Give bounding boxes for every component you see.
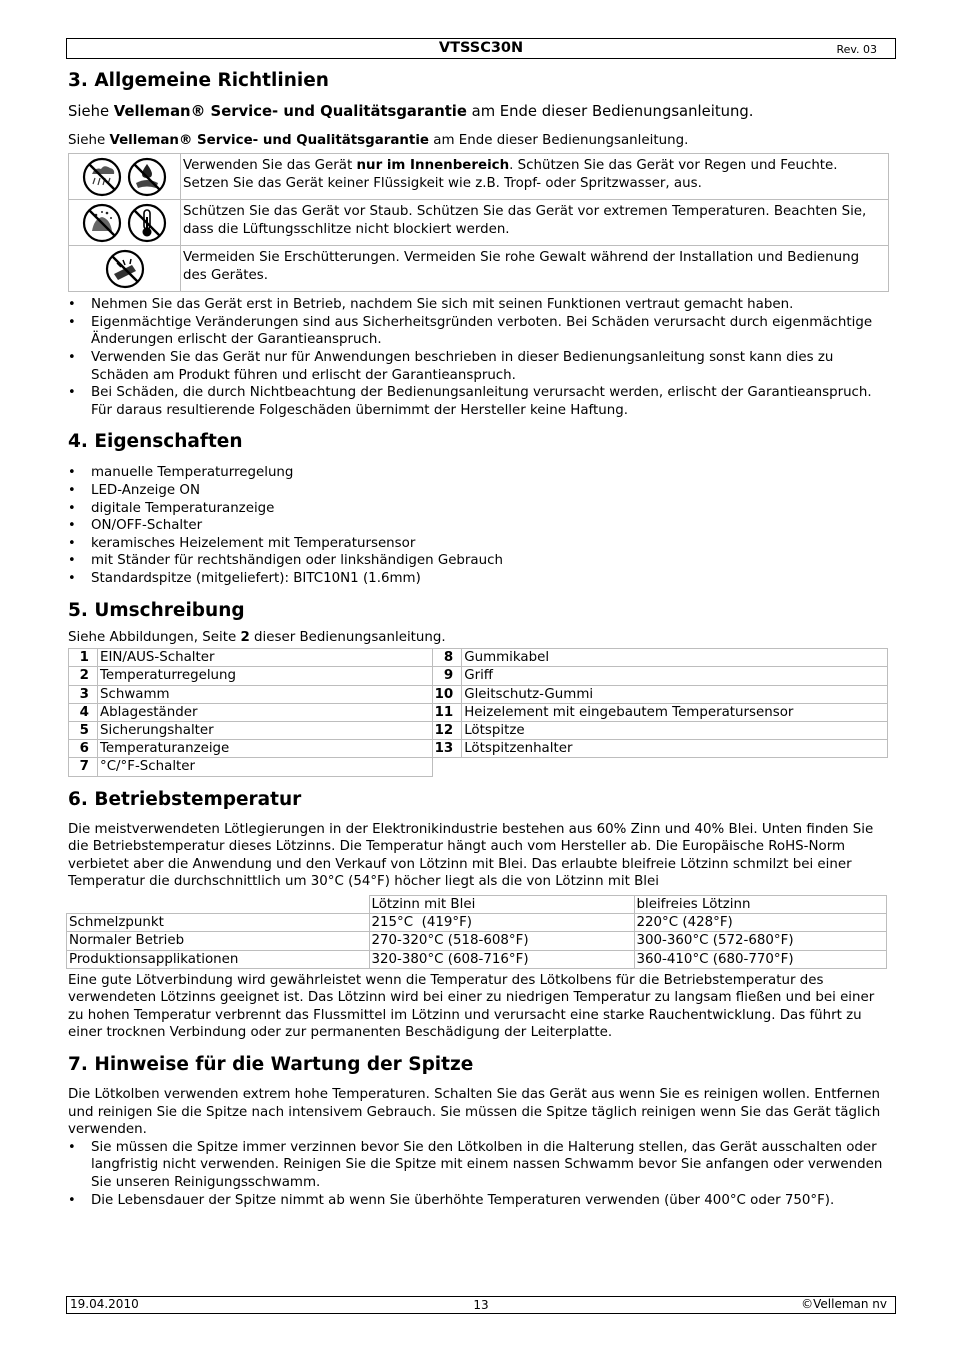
page-content [68, 62, 888, 1209]
no-extreme-temperature-icon [127, 203, 167, 243]
general-guidelines-list [68, 296, 888, 419]
guarantee-note-large: Siehe Velleman® Service- und Qualitätsgarantie am Ende dieser Bedienungsanleitung. [68, 103, 754, 120]
section-7-title: 7. Hinweise für die Wartung der Spitze [68, 1054, 474, 1076]
no-shock-icon [105, 249, 145, 289]
table-header-row: Lötzinn mit Blei bleifreies Lötzinn [67, 895, 887, 913]
table-row: 11 Heizelement mit eingebautem Temperatursensor [433, 703, 888, 721]
table-row: Normaler Betrieb 270-320°C (518-608°F) 300-360°C (572-680°F) [67, 932, 887, 950]
safety-text: Schützen Sie das Gerät vor Staub. Schützen Sie das Gerät vor extremen Temperaturen. Beachten Sie, dass die Lüftungsschlitze nicht blockiert werden. [181, 200, 889, 246]
footer-copyright: ©Velleman nv [801, 1297, 887, 1311]
list-item: • Eigenmächtige Veränderungen sind aus Sicherheitsgründen verboten. Bei Schäden verursacht durch eigenmächtige Änderungen erlischt der Garantieanspruch. [68, 314, 888, 349]
list-item: • Die Lebensdauer der Spitze nimmt ab wenn Sie überhöhte Temperaturen verwenden (über 400°C oder 750°F). [68, 1192, 888, 1210]
list-item: • Bei Schäden, die durch Nichtbeachtung der Bedienungsanleitung verursacht werden, erlischt der Garantieanspruch. Für daraus resultierende Folgeschäden übernimmt der Hersteller keine Haftung. [68, 384, 888, 419]
no-liquid-icon [127, 157, 167, 197]
safety-text: Vermeiden Sie Erschütterungen. Vermeiden Sie rohe Gewalt während der Installation und Bedienung des Gerätes. [181, 246, 889, 292]
table-row: 7 °C/°F-Schalter [69, 758, 433, 776]
table-row: 2 Temperaturregelung [69, 667, 433, 685]
revision: Rev. 03 [836, 43, 877, 56]
list-item: • LED-Anzeige ON [68, 482, 888, 500]
parts-table-right [433, 648, 888, 758]
temperature-table [66, 895, 887, 969]
table-row: 6 Temperaturanzeige [69, 740, 433, 758]
table-row: 1 EIN/AUS-Schalter [69, 649, 433, 667]
page-header [66, 38, 896, 59]
list-item: • digitale Temperaturanzeige [68, 500, 888, 518]
safety-table [68, 153, 889, 292]
section-4-title: 4. Eigenschaften [68, 431, 243, 453]
safety-text: Verwenden Sie das Gerät nur im Innenbereich. Schützen Sie das Gerät vor Regen und Feuchte. Setzen Sie das Gerät keiner Flüssigkeit wie z.B. Tropf- oder Spritzwasser, aus. [181, 154, 889, 200]
table-row: 4 Ablageständer [69, 703, 433, 721]
page-number: 13 [473, 1298, 489, 1312]
table-row: 9 Griff [433, 667, 888, 685]
guarantee-note: Siehe Velleman® Service- und Qualitätsgarantie am Ende dieser Bedienungsanleitung. [68, 132, 689, 148]
table-row: 13 Lötspitzenhalter [433, 740, 888, 758]
page-footer [66, 1296, 896, 1314]
table-row: 10 Gleitschutz-Gummi [433, 685, 888, 703]
parts-table-left [68, 648, 433, 776]
table-row: 8 Gummikabel [433, 649, 888, 667]
footer-date: 19.04.2010 [70, 1297, 139, 1311]
tip-maintenance-list [68, 1139, 888, 1209]
section-6-title: 6. Betriebstemperatur [68, 788, 302, 810]
table-row: Produktionsapplikationen 320-380°C (608-716°F) 360-410°C (680-770°F) [67, 950, 887, 968]
no-rain-icon [82, 157, 122, 197]
table-row: 12 Lötspitze [433, 721, 888, 739]
model-number: VTSSC30N [438, 40, 524, 56]
list-item: • Verwenden Sie das Gerät nur für Anwendungen beschrieben in dieser Bedienungsanleitung sonst kann dies zu Schäden am Produkt führen und erlischt der Garantieanspruch. [68, 349, 888, 384]
list-item: • Standardspitze (mitgeliefert): BITC10N1 (1.6mm) [68, 570, 888, 588]
tip-maintenance-intro: Die Lötkolben verwenden extrem hohe Temperaturen. Schalten Sie das Gerät aus wenn Sie es reinigen wollen. Entfernen und reinigen Sie die Spitze nach intensivem Gebrauch. Sie müssen die Spitze täglich reinigen wenn Sie das Gerät täglich verwenden. [68, 1087, 881, 1138]
list-item: • mit Ständer für rechtshändigen oder linkshändigen Gebrauch [68, 552, 888, 570]
table-row: 3 Schwamm [69, 685, 433, 703]
description-intro: Siehe Abbildungen, Seite 2 dieser Bedienungsanleitung. [68, 629, 446, 645]
no-dust-icon [82, 203, 122, 243]
parts-tables [68, 648, 888, 776]
operating-temp-intro: Die meistverwendeten Lötlegierungen in der Elektronikindustrie bestehen aus 60% Zinn und 40% Blei. Unten finden Sie die Betriebstemperatur dieses Lötzinns. Die Temperatur hängt auch vom Hersteller ab. Die Europäische RoHS-Norm verbietet aber die Anwendung und den Verkauf von Lötzinn mit Blei. Das erlaubte bleifreie Lötzinn schmilzt bei einer Temperatur die durchschnittlich um 30°C (54°F) höcher liegt als die von Lötzinn mit Blei [68, 821, 874, 890]
list-item: • manuelle Temperaturregelung [68, 464, 888, 482]
list-item: • keramisches Heizelement mit Temperatursensor [68, 535, 888, 553]
safety-row [69, 200, 889, 246]
list-item: • Sie müssen die Spitze immer verzinnen bevor Sie den Lötkolben in die Halterung stellen, das Gerät ausschalten oder langfristig nicht verwenden. Reinigen Sie die Spitze mit einem nassen Schwamm bevor Sie anfangen oder verwenden Sie unseren Reinigungsschwamm. [68, 1139, 888, 1192]
features-list [68, 464, 888, 587]
safety-row [69, 246, 889, 292]
safety-row [69, 154, 889, 200]
list-item: • Nehmen Sie das Gerät erst in Betrieb, nachdem Sie sich mit seinen Funktionen vertraut gemacht haben. [68, 296, 888, 314]
section-3-title: 3. Allgemeine Richtlinien [68, 70, 329, 91]
table-row: Schmelzpunkt 215°C (419°F) 220°C (428°F) [67, 914, 887, 932]
table-row: 5 Sicherungshalter [69, 721, 433, 739]
solder-joint-paragraph: Eine gute Lötverbindung wird gewährleistet wenn die Temperatur des Lötkolbens für die Betriebstemperatur des verwendeten Lötzinns geeignet ist. Das Lötzinn wird bei einer zu niedrigen Temperatur zu langsam fließen und bei einer zu hohen Temperatur verbrennt das Flussmittel im Lötzinn und verursacht eine starke Rauchentwicklung. Das führt zu einer trocknen Verbindung oder zur permanenten Beschädigung der Leiterplatte. [68, 972, 875, 1041]
list-item: • ON/OFF-Schalter [68, 517, 888, 535]
section-5-title: 5. Umschreibung [68, 599, 245, 621]
